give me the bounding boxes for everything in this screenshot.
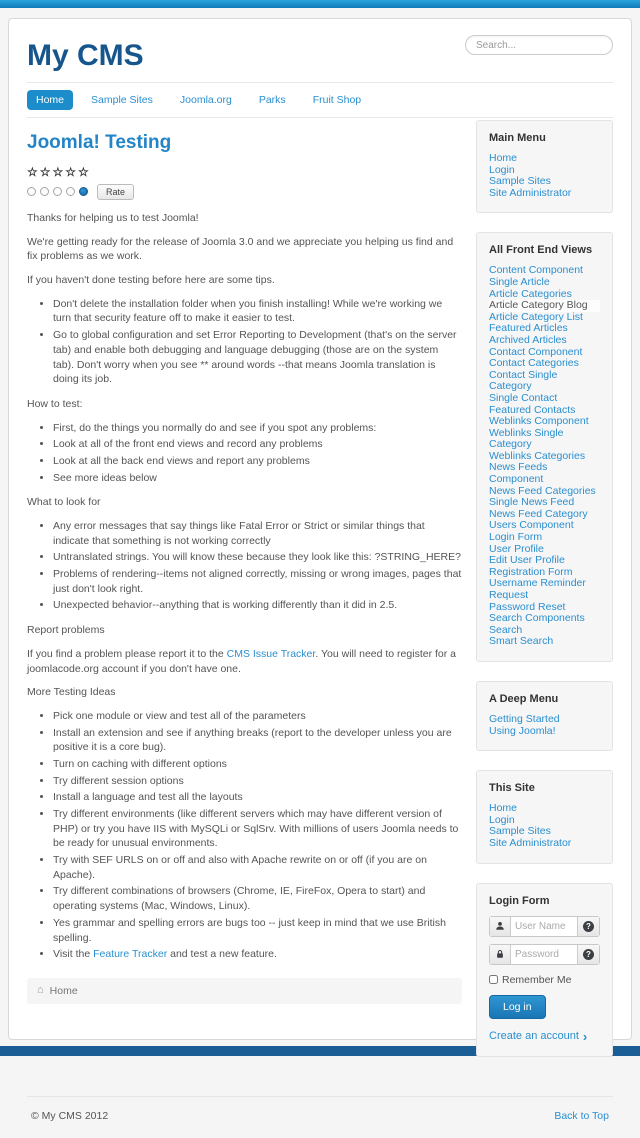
menu-link[interactable]: Single Contact [489,391,558,404]
rating-radio[interactable] [79,187,88,196]
main-menu-links [489,153,600,199]
section-label: How to test: [27,397,83,410]
menu-link[interactable]: Username Reminder Request [489,577,586,601]
menu-link[interactable]: Site Administrator [489,836,572,849]
content-link[interactable]: Feature Tracker [93,948,168,961]
list-item: • Look at all of the front end views and record any problems [53,437,462,452]
sidebar [476,120,613,1076]
page-container [8,18,632,1122]
rating-radio[interactable] [53,187,62,196]
list-item: • Don't delete the installation folder when you finish installing! While we're working we turn that security feature off to make it easier to test. [53,297,462,326]
how-to-test-list [27,421,462,486]
menu-link[interactable]: Archived Articles [489,333,567,346]
username-input[interactable] [511,917,577,936]
rating-widget [27,166,462,201]
rating-radio[interactable] [27,187,36,196]
list-item: • Try with SEF URLS on or off and also with Apache rewrite on or off (if you are on Apache). [53,853,462,882]
list-item: • Try different session options [53,774,462,789]
list-item: • Install a language and test all the layouts [53,790,462,805]
menu-link[interactable]: Single Article [489,275,550,288]
menu-link[interactable]: Home [489,802,518,815]
password-group [489,944,600,965]
what-to-look-for-list [27,519,462,613]
user-icon [490,917,511,936]
chevron-right-icon: › [582,1028,588,1044]
menu-link[interactable]: Getting Started [489,712,560,725]
menu-link[interactable]: Featured Articles [489,322,568,335]
menu-link[interactable]: Featured Contacts [489,403,576,416]
nav-item[interactable]: Sample Sites [91,94,153,106]
page-title: Joomla! Testing [27,132,172,153]
list-item: • Problems of rendering--items not aligned correctly, missing or wrong images, pages that just don't look right. [53,567,462,596]
content-link[interactable]: CMS Issue Tracker [226,647,316,660]
top-accent-bar [0,0,640,8]
nav-item[interactable]: Parks [258,94,286,106]
list-item: • Try different environments (like different servers which may have different version of PHP) or try you have IIS with MySQLi or SqlSrv. With millions of users Joomla needs to be ready for unusual environments. [53,807,462,851]
search-input[interactable] [465,35,613,55]
section-label: More Testing Ideas [27,686,116,699]
module-title: A Deep Menu [489,692,559,705]
menu-link[interactable]: Login [489,163,515,176]
list-item: • Try different combinations of browsers (Chrome, IE, FireFox, Opera to start) and operating systems (Mac, Windows, Linux). [53,884,462,913]
footer [27,1096,613,1138]
this-site-links [489,803,600,849]
menu-link[interactable]: Password Reset [489,600,566,613]
list-item: • Unexpected behavior--anything that is working differently than it did in 2.5. [53,598,462,613]
menu-link[interactable]: Registration Form [489,565,573,578]
list-item: • See more ideas below [53,471,462,486]
menu-link[interactable]: Weblinks Categories [489,449,586,462]
menu-link[interactable]: Article Category List [489,310,583,323]
nav-item[interactable]: Home [27,90,73,110]
menu-link[interactable]: Article Category Blog [489,300,600,312]
module-title: Login Form [489,894,550,907]
list-item: • Go to global configuration and set Error Reporting to Development (that's on the server tab) and enable both debugging and language debugging (those are on the system tab). Don't worry when you see ** around words --that means Joomla translation is doing its job. [53,328,462,387]
menu-link[interactable]: Weblinks Single Category [489,426,564,451]
module-title: Main Menu [489,132,546,144]
rating-radio[interactable] [40,187,49,196]
menu-link[interactable]: Sample Sites [489,175,551,188]
menu-link[interactable]: Single News Feed [489,496,575,509]
list-item: • First, do the things you normally do and see if you spot any problems: [53,421,462,436]
list-item: • Yes grammar and spelling errors are bugs too -- just keep in mind that we use British spelling. [53,916,462,945]
remember-me-checkbox[interactable] [489,975,498,984]
password-help-button[interactable] [577,945,599,964]
breadcrumb [27,978,462,1004]
deep-menu-links [489,714,600,737]
list-item: • Untranslated strings. You will know these because they look like this: ?STRING_HERE? [53,550,462,565]
menu-link[interactable]: Login [489,813,515,826]
menu-link[interactable]: News Feed Categories [489,484,596,497]
menu-link[interactable]: User Profile [489,542,544,555]
username-group [489,916,600,937]
module-title: All Front End Views [489,244,593,257]
menu-link[interactable]: Sample Sites [489,825,551,838]
module-this-site [476,770,613,863]
create-account-link[interactable] [489,1030,600,1043]
menu-link[interactable]: Edit User Profile [489,554,565,567]
list-item: • Install an extension and see if anything breaks (report to the developer unless you are positive it is a core bug). [53,726,462,755]
lock-icon [490,945,511,964]
nav-item[interactable]: Fruit Shop [312,94,362,106]
menu-link[interactable]: Smart Search [489,635,554,648]
tips-list [27,297,462,387]
rate-button[interactable]: Rate [97,184,134,200]
list-item: • Look at all the back end views and report any problems [53,454,462,469]
list-item: • Any error messages that say things like Fatal Error or Strict or similar things that indicate that something is not working correctly [53,519,462,548]
module-main-menu [476,120,613,213]
module-deep-menu [476,681,613,751]
question-icon: ? [583,921,594,932]
main-nav [27,83,613,118]
main-area [27,118,613,1076]
header [27,25,613,83]
back-to-top-link[interactable]: Back to Top [554,1109,609,1122]
article [27,120,462,1004]
list-item: • Turn on caching with different options [53,757,462,772]
menu-link[interactable]: Login Form [489,531,543,544]
intro-paragraph: We're getting ready for the release of Joomla 3.0 and we appreciate you helping us find and fix problems as we work. [27,235,454,263]
intro-paragraph: If you haven't done testing before here are some tips. [27,274,275,287]
menu-link[interactable]: Search Components [489,612,585,625]
more-ideas-list [27,709,462,962]
menu-link[interactable]: Home [489,152,518,164]
create-account-label: Create an account [489,1030,579,1043]
menu-link[interactable]: Contact Single Category [489,368,558,393]
password-input[interactable] [511,945,577,964]
nav-item[interactable]: Joomla.org [179,94,232,106]
menu-link[interactable]: Site Administrator [489,186,572,199]
login-button[interactable]: Log in [489,995,546,1019]
rating-vote-row [27,183,462,201]
module-title: This Site [489,782,535,795]
remember-me-label: Remember Me [502,973,572,986]
section-label: What to look for [27,496,101,509]
module-front-end-views [476,232,613,662]
menu-link[interactable]: Using Joomla! [489,724,556,737]
report-paragraph: If you find a problem please report it to the CMS Issue Tracker. You will need to register for a joomlacode.org account if you don't have one. [27,647,456,675]
copyright: © My CMS 2012 [31,1109,109,1122]
menu-link[interactable]: Contact Categories [489,357,579,370]
menu-link[interactable]: Content Component [489,264,583,277]
question-icon: ? [583,949,594,960]
section-label: Report problems [27,624,105,637]
rating-radio[interactable] [66,187,75,196]
menu-link[interactable]: News Feeds Component [489,461,548,486]
list-item: • Visit the Feature Tracker and test a new feature. [53,947,462,962]
menu-link[interactable]: Users Component [489,519,574,532]
breadcrumb-home: Home [49,984,78,997]
menu-link[interactable]: Article Categories [489,287,572,300]
menu-link[interactable]: Contact Component [489,345,583,358]
intro-paragraph: Thanks for helping us to test Joomla! [27,212,199,224]
rating-stars: ☆☆☆☆☆ [27,165,91,179]
front-end-views-links [489,265,600,648]
list-item: • Pick one module or view and test all of the parameters [53,709,462,724]
menu-link[interactable]: Search [489,623,523,636]
remember-me-row [489,974,600,986]
menu-link[interactable]: Weblinks Component [489,415,589,428]
home-icon: ⌂ [37,984,44,997]
username-help-button[interactable] [577,917,599,936]
site-title: My CMS [27,39,144,72]
menu-link[interactable]: News Feed Category [489,507,588,520]
module-login-form [476,883,613,1057]
rating-radio-group [27,183,92,201]
